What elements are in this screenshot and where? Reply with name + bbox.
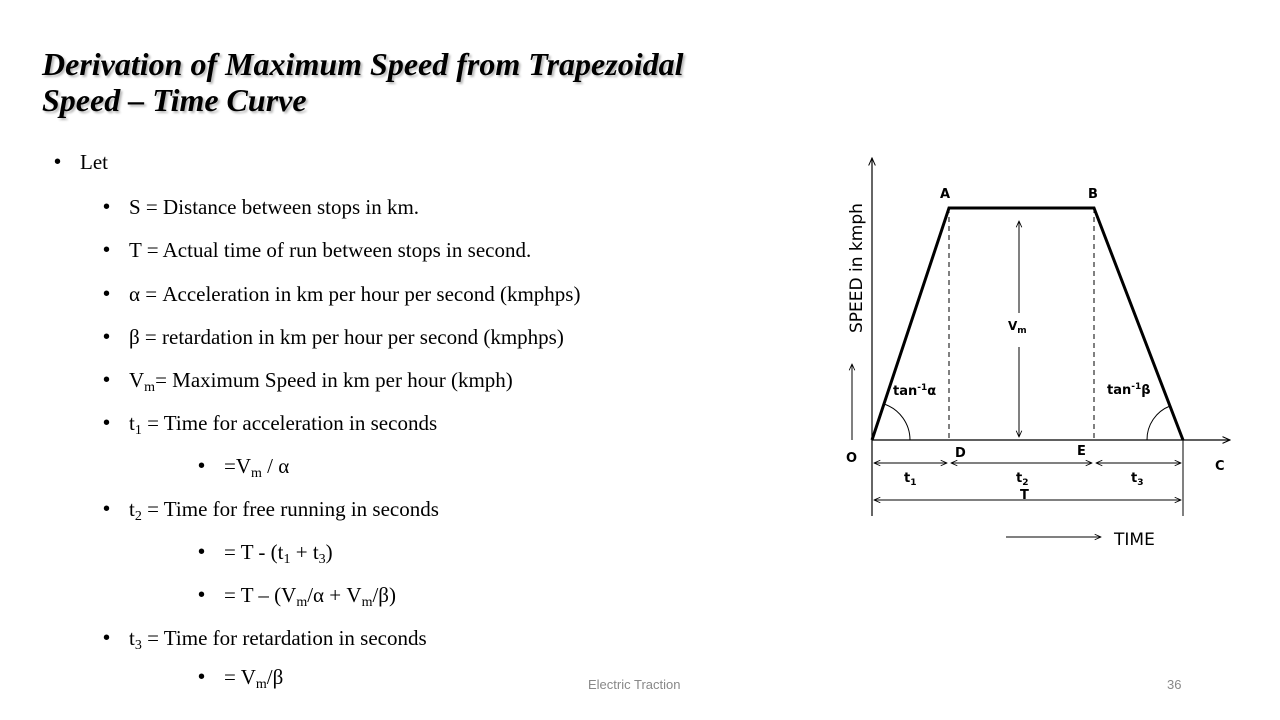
bullet-t2-equation-2: • = $T - (V_m/\alpha + V_m/\beta)$ [198, 583, 396, 610]
bullet-t3-equation: • = $V_m/\beta$ [198, 665, 284, 692]
t1-label: $t_1$ [904, 471, 917, 488]
slide-title-line-2: Speed – Time Curve [42, 82, 307, 118]
angle-label-beta: $\tan^{-1}\beta$ [1107, 382, 1151, 398]
footer-title: Electric Traction [588, 677, 681, 692]
bullet-dot-icon: • [198, 666, 206, 688]
bullet-t1-definition: • $t_1$ = Time for acceleration in seconds [103, 411, 438, 438]
bullet-dot-icon: • [103, 326, 111, 348]
total-time-label: T [1020, 488, 1029, 503]
bullet-vm-definition: • $V_m=$ Maximum Speed in km per hour (kmph) [103, 368, 513, 395]
bullet-beta-definition: • β = retardation in km per hour per second (kmphps) [103, 325, 564, 349]
bullet-dot-icon: • [198, 541, 206, 563]
bullet-dot-icon: • [103, 412, 111, 434]
bullet-dot-icon: • [103, 196, 111, 218]
bullet-dot-icon: • [54, 151, 62, 173]
point-label-c: C [1215, 459, 1225, 474]
slide-title-line-1: Derivation of Maximum Speed from Trapezoidal [42, 46, 684, 82]
bullet-t-definition: • T = Actual time of run between stops in second. [103, 238, 532, 262]
angle-arc-beta [1147, 406, 1170, 440]
x-axis-label: TIME [1114, 530, 1155, 550]
bullet-dot-icon: • [103, 283, 111, 305]
bullet-t1-equation: • $=V_m / \alpha$ [198, 454, 290, 481]
point-label-b: B [1088, 187, 1098, 202]
point-label-d: D [955, 446, 966, 461]
angle-label-alpha: $\tan^{-1}\alpha$ [893, 383, 937, 399]
bullet-t3-definition: • $t_3$ = Time for retardation in seconds [103, 626, 427, 653]
bullet-dot-icon: • [103, 498, 111, 520]
page-number: 36 [1167, 677, 1182, 692]
bullet-dot-icon: • [103, 239, 111, 261]
point-label-a: A [940, 187, 951, 202]
bullet-dot-icon: • [198, 584, 206, 606]
bullet-s-definition: • S = Distance between stops in km. [103, 195, 420, 219]
bullet-dot-icon: • [198, 455, 206, 477]
bullet-alpha-definition: • α = Acceleration in km per hour per second (kmphps) [103, 282, 581, 306]
bullet-dot-icon: • [103, 369, 111, 391]
t3-label: $t_3$ [1131, 471, 1144, 488]
point-label-e: E [1077, 444, 1086, 459]
trapezoid-speed-curve [872, 208, 1183, 440]
bullet-t2-equation-1: • = $T - (t_1 + t_3)$ [198, 540, 333, 567]
bullet-dot-icon: • [103, 627, 111, 649]
bullet-let: • Let [54, 150, 108, 174]
y-axis-label: SPEED in kmph [847, 203, 867, 333]
angle-arc-alpha [884, 404, 910, 440]
bullet-t2-definition: • $t_2$ = Time for free running in seconds [103, 497, 439, 524]
vm-label: $V_m$ [1008, 319, 1027, 336]
point-label-o: O [846, 451, 858, 466]
t2-label: $t_2$ [1016, 471, 1029, 488]
